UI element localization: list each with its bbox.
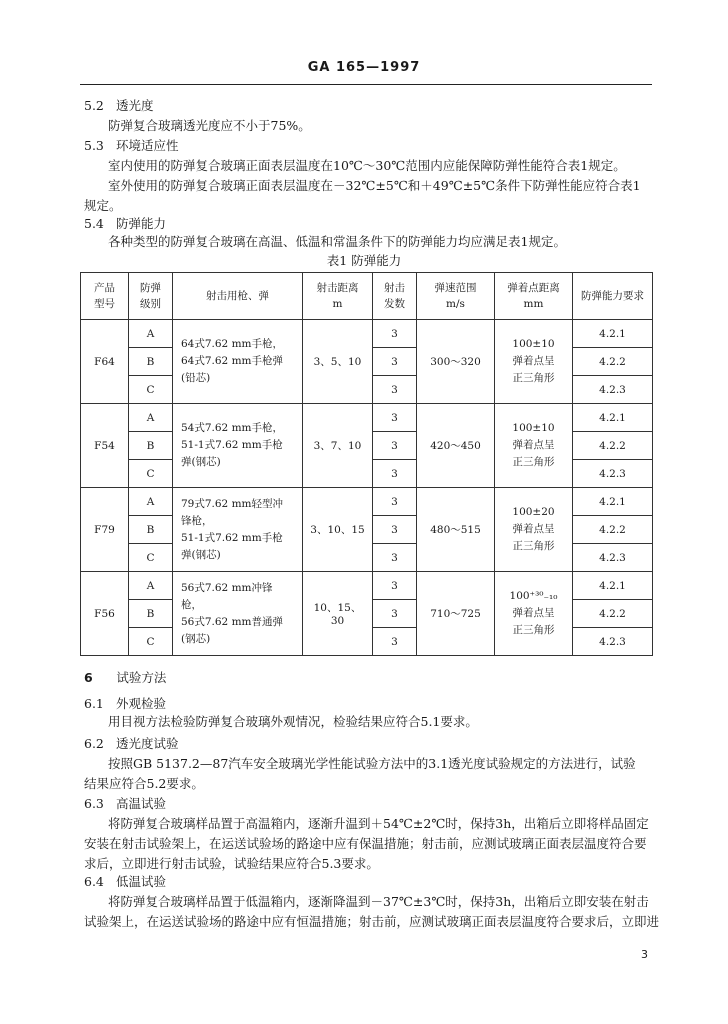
cell-bullseye — [495, 320, 573, 404]
section-number: 6.4 — [84, 874, 104, 889]
section-6-4-body-2: 试验架上，在运送试验场的路途中应有恒温措施；射击前，应测试玻璃正面表层温度符合要求后，立即进 — [84, 914, 660, 929]
bullseye-line: 弹着点呈 — [512, 439, 555, 451]
section-6-1-body: 用目视方法检验防弹复合玻璃外观情况，检验结果应符合5.1要求。 — [108, 714, 478, 729]
header-distance: 射击距离 m — [303, 273, 373, 320]
cell-grade: B — [129, 432, 173, 460]
header-requirement: 防弹能力要求 — [573, 273, 653, 320]
bullseye-line: 100⁺³⁰₋₁₀ — [509, 590, 558, 602]
cell-velocity: 420～450 — [417, 404, 495, 488]
weapon-line: 弹(钢芯) — [181, 456, 221, 468]
cell-requirement: 4.2.3 — [573, 376, 653, 404]
section-5-3-body-1: 室内使用的防弹复合玻璃正面表层温度在10℃～30℃范围内应能保障防弹性能符合表1规定。 — [108, 158, 626, 173]
section-title: 透光度 — [115, 98, 154, 113]
cell-velocity: 480～515 — [417, 488, 495, 572]
table-row — [81, 572, 653, 600]
bullseye-line: 正三角形 — [512, 372, 555, 384]
cell-requirement: 4.2.1 — [573, 572, 653, 600]
cell-shots: 3 — [373, 628, 417, 656]
section-5-3-body-3: 规定。 — [84, 198, 122, 213]
cell-distance: 10、15、30 — [303, 572, 373, 656]
section-title: 高温试验 — [115, 796, 166, 811]
cell-grade: A — [129, 488, 173, 516]
cell-weapon — [173, 320, 303, 404]
section-number: 5.2 — [84, 98, 104, 113]
cell-distance: 3、10、15 — [303, 488, 373, 572]
cell-distance: 3、7、10 — [303, 404, 373, 488]
header-grade: 防弹 级别 — [129, 273, 173, 320]
section-number: 6.2 — [84, 736, 104, 751]
cell-requirement: 4.2.2 — [573, 432, 653, 460]
table-caption: 表1 防弹能力 — [326, 253, 402, 268]
cell-shots: 3 — [373, 544, 417, 572]
bullseye-line: 100±10 — [512, 338, 555, 350]
weapon-line: 弹(钢芯) — [181, 548, 221, 561]
weapon-line: 56式7.62 mm冲锋 — [181, 581, 273, 594]
document-header: GA 165—1997 — [307, 60, 421, 75]
weapon-line: 枪， — [181, 598, 202, 611]
cell-grade: C — [129, 544, 173, 572]
section-6-4-body-1: 将防弹复合玻璃样品置于低温箱内，逐渐降温到－37℃±3℃时，保持3h，出箱后立即安装在射击 — [108, 894, 649, 909]
section-5-4-body: 各种类型的防弹复合玻璃在高温、低温和常温条件下的防弹能力均应满足表1规定。 — [108, 234, 566, 249]
cell-bullseye — [495, 404, 573, 488]
cell-shots: 3 — [373, 488, 417, 516]
cell-shots: 3 — [373, 516, 417, 544]
cell-requirement: 4.2.1 — [573, 404, 653, 432]
section-6-3-body-3: 求后，立即进行射击试验，试验结果应符合5.3要求。 — [84, 856, 379, 871]
header-rule — [80, 84, 652, 85]
cell-shots: 3 — [373, 572, 417, 600]
cell-shots: 3 — [373, 320, 417, 348]
cell-requirement: 4.2.2 — [573, 516, 653, 544]
weapon-line: 64式7.62 mm手枪， — [181, 338, 283, 350]
cell-grade: B — [129, 516, 173, 544]
bullseye-line: 正三角形 — [512, 456, 555, 468]
weapon-line: 64式7.62 mm手枪弹 — [181, 355, 283, 367]
section-6-4-heading — [84, 872, 656, 892]
table-header-row — [81, 273, 653, 320]
ballistic-capability-table — [80, 272, 653, 656]
cell-grade: C — [129, 460, 173, 488]
section-number: 5.3 — [84, 138, 104, 153]
section-6-3-body-2: 安装在射击试验架上，在运送试验场的路途中应有保温措施；射击前，应测试玻璃正面表层温度符合要 — [84, 836, 647, 851]
cell-velocity: 300～320 — [417, 320, 495, 404]
cell-weapon — [173, 404, 303, 488]
bullseye-line: 100±10 — [512, 422, 555, 434]
bullseye-line: 弹着点呈 — [512, 523, 555, 535]
header-velocity: 弹速范围 m/s — [417, 273, 495, 320]
bullseye-line: 正三角形 — [512, 624, 555, 636]
section-6-2-body-1: 按照GB 5137.2—87汽车安全玻璃光学性能试验方法中的3.1透光度试验规定的方法进行，试验 — [108, 756, 636, 771]
section-title: 低温试验 — [115, 874, 166, 889]
section-5-3-heading — [84, 136, 656, 156]
cell-grade: B — [129, 600, 173, 628]
weapon-line: (钢芯) — [181, 632, 211, 645]
header-shots: 射击 发数 — [373, 273, 417, 320]
cell-model: F54 — [81, 404, 129, 488]
cell-shots: 3 — [373, 348, 417, 376]
section-title: 透光度试验 — [115, 736, 179, 751]
section-title: 环境适应性 — [115, 138, 179, 153]
weapon-line: (铅芯) — [181, 372, 211, 384]
bullseye-line: 弹着点呈 — [512, 607, 555, 619]
cell-grade: C — [129, 628, 173, 656]
weapon-line: 51-1式7.62 mm手枪 — [181, 531, 283, 544]
header-weapon: 射击用枪、弹 — [173, 273, 303, 320]
cell-shots: 3 — [373, 460, 417, 488]
header-product-type: 产品 型号 — [81, 273, 129, 320]
section-5-3-body-2: 室外使用的防弹复合玻璃正面表层温度在－32℃±5℃和＋49℃±5℃条件下防弹性能应符合表1 — [108, 178, 641, 193]
page-number: 3 — [641, 948, 648, 961]
table-row — [81, 404, 653, 432]
cell-requirement: 4.2.3 — [573, 628, 653, 656]
cell-weapon — [173, 572, 303, 656]
cell-bullseye — [495, 488, 573, 572]
cell-bullseye — [495, 572, 573, 656]
section-6-2-body-2: 结果应符合5.2要求。 — [84, 776, 204, 791]
weapon-line: 56式7.62 mm普通弹 — [181, 615, 283, 628]
section-number: 6.3 — [84, 796, 104, 811]
cell-grade: A — [129, 572, 173, 600]
cell-grade: C — [129, 376, 173, 404]
cell-requirement: 4.2.1 — [573, 488, 653, 516]
bullseye-line: 100±20 — [512, 506, 555, 518]
weapon-line: 51-1式7.62 mm手枪 — [181, 439, 283, 451]
section-6-3-body-1: 将防弹复合玻璃样品置于高温箱内，逐渐升温到＋54℃±2℃时，保持3h，出箱后立即将样品固定 — [108, 816, 649, 831]
section-5-2-heading — [84, 96, 656, 116]
section-number: 5.4 — [84, 216, 104, 231]
section-5-2-body: 防弹复合玻璃透光度应不小于75%。 — [108, 118, 311, 133]
cell-shots: 3 — [373, 404, 417, 432]
cell-model: F56 — [81, 572, 129, 656]
bullseye-line: 弹着点呈 — [512, 355, 555, 367]
weapon-line: 79式7.62 mm轻型冲 — [181, 497, 283, 510]
section-5-4-heading — [84, 214, 656, 234]
section-6-3-heading — [84, 794, 656, 814]
table-body — [81, 320, 653, 656]
cell-shots: 3 — [373, 432, 417, 460]
table-row — [81, 320, 653, 348]
cell-requirement: 4.2.2 — [573, 348, 653, 376]
header-bullseye: 弹着点距离 mm — [495, 273, 573, 320]
section-title: 防弹能力 — [115, 216, 166, 231]
cell-model: F64 — [81, 320, 129, 404]
cell-distance: 3、5、10 — [303, 320, 373, 404]
section-6-2-heading — [84, 734, 656, 754]
bullseye-line: 正三角形 — [512, 540, 555, 552]
cell-model: F79 — [81, 488, 129, 572]
cell-grade: A — [129, 404, 173, 432]
section-number: 6.1 — [84, 696, 104, 711]
cell-weapon — [173, 488, 303, 572]
cell-requirement: 4.2.3 — [573, 544, 653, 572]
cell-shots: 3 — [373, 600, 417, 628]
cell-grade: B — [129, 348, 173, 376]
section-6-1-heading — [84, 694, 656, 714]
section-title: 试验方法 — [116, 670, 167, 685]
section-number: 6 — [84, 670, 93, 685]
weapon-line: 锋枪， — [181, 514, 213, 527]
cell-requirement: 4.2.2 — [573, 600, 653, 628]
section-title: 外观检验 — [115, 696, 166, 711]
weapon-line: 54式7.62 mm手枪， — [181, 422, 283, 434]
cell-grade: A — [129, 320, 173, 348]
cell-requirement: 4.2.1 — [573, 320, 653, 348]
section-6-heading — [84, 668, 656, 688]
cell-velocity: 710～725 — [417, 572, 495, 656]
table-row — [81, 488, 653, 516]
cell-requirement: 4.2.3 — [573, 460, 653, 488]
cell-shots: 3 — [373, 376, 417, 404]
